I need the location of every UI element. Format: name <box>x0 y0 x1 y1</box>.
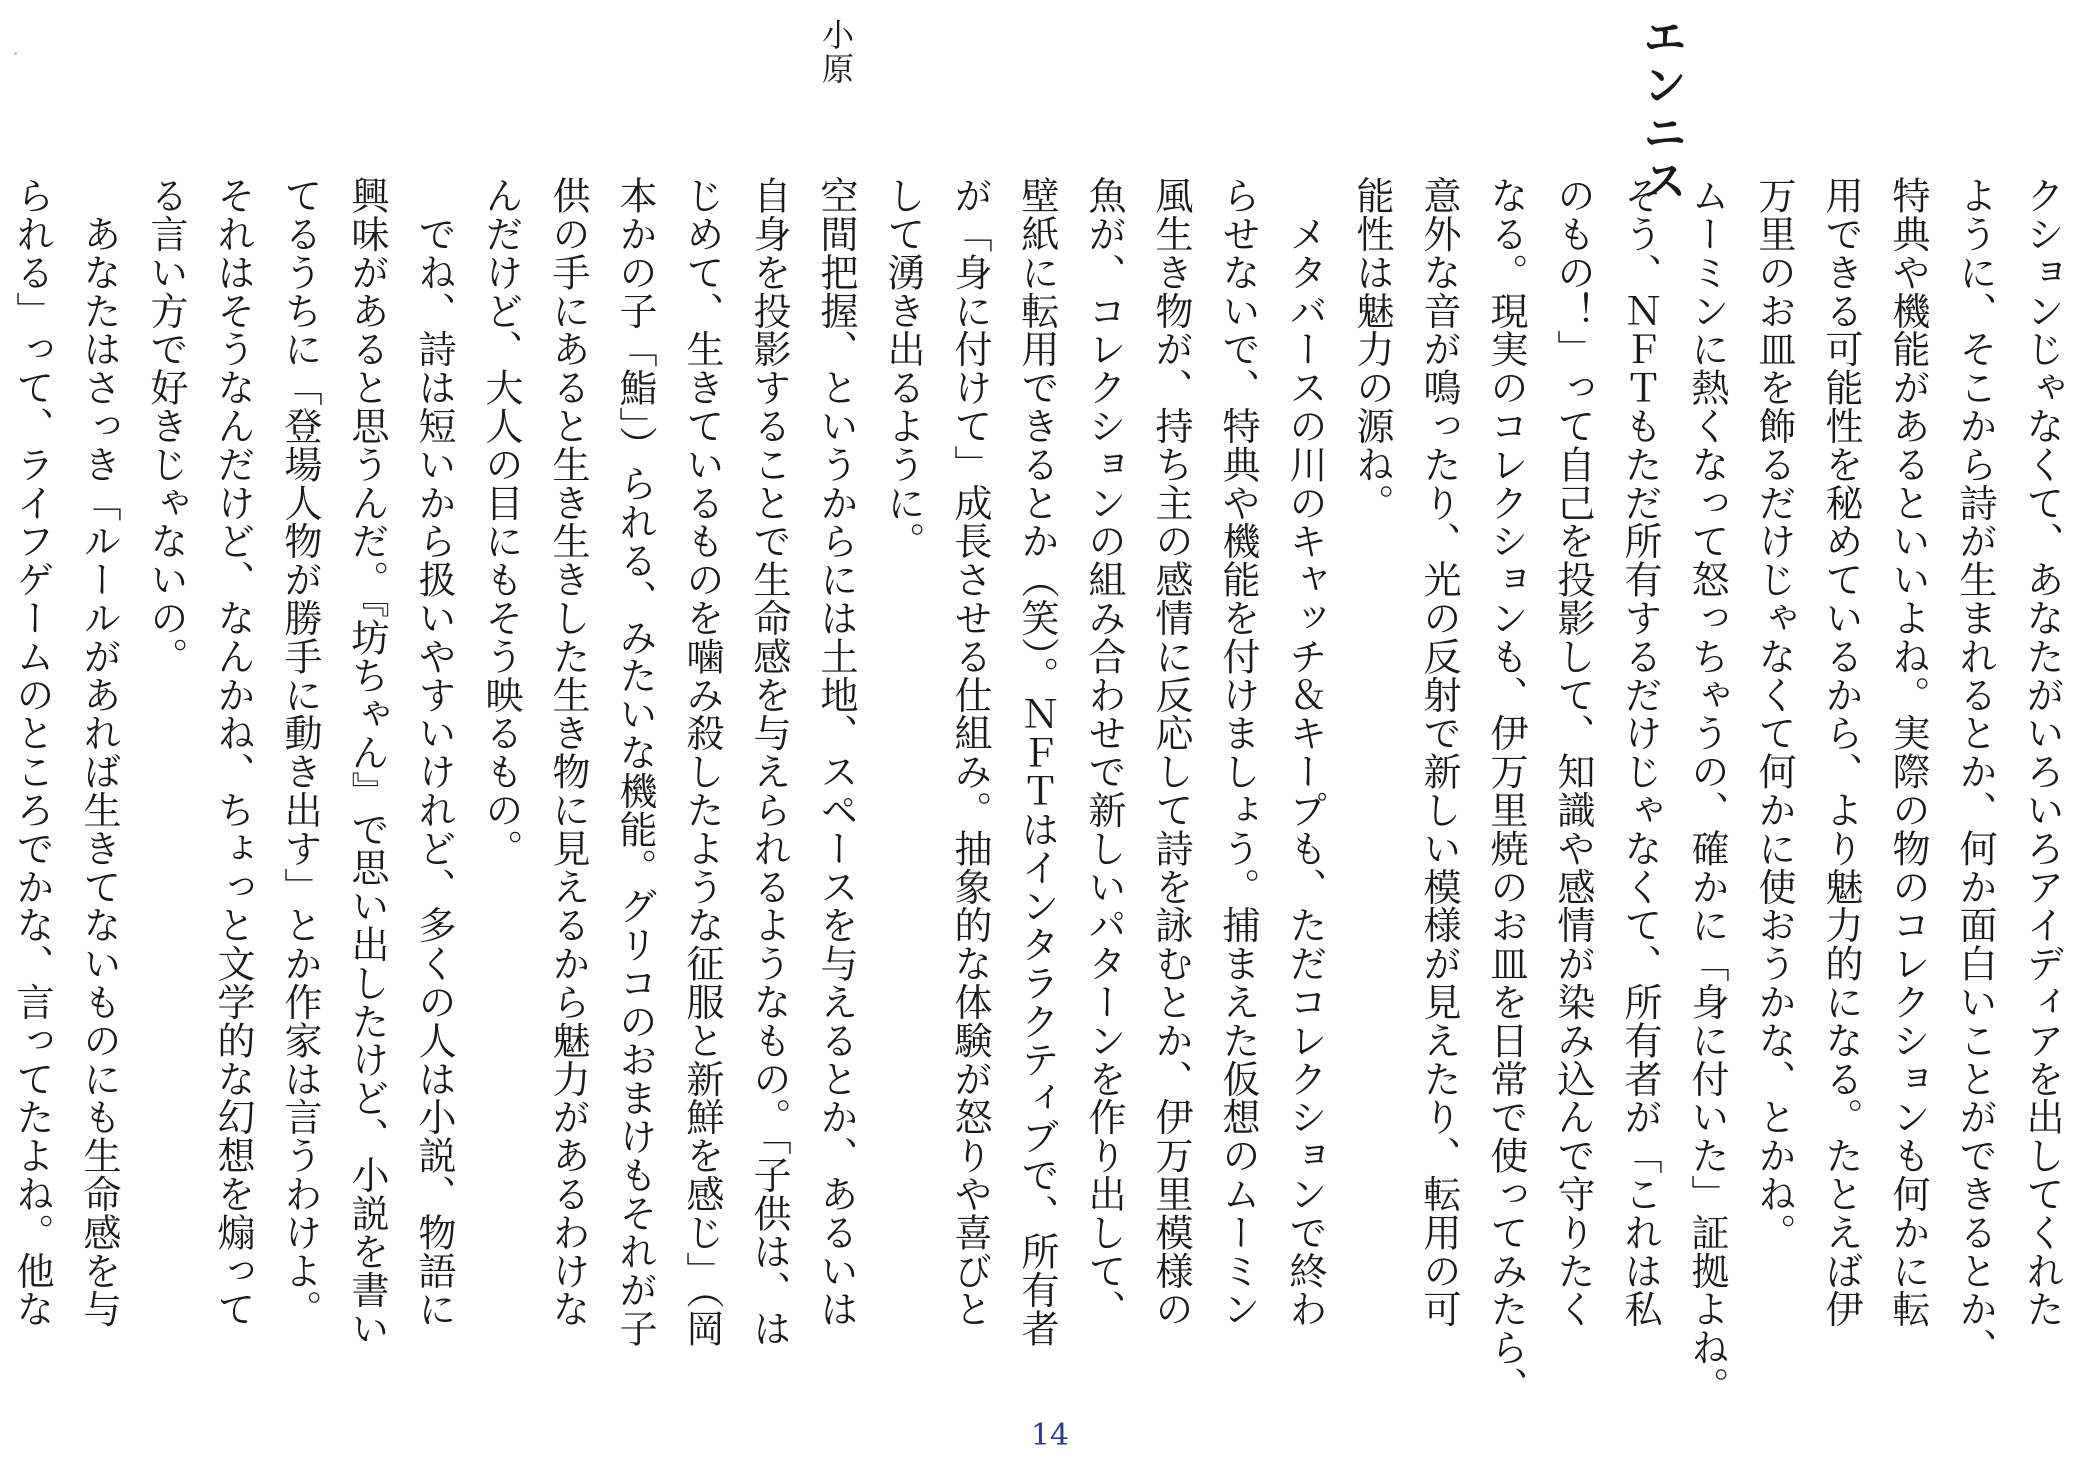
text-line: る言い方で好きじゃないの。 <box>143 176 187 676</box>
text-line: 万里のお皿を飾るだけじゃなくて何かに使おうかな、とかね。 <box>1751 176 1795 1252</box>
text-line: でね、詩は短いから扱いやすいけれど、多くの人は小説、物語に <box>411 176 455 1328</box>
text-line: 用できる可能性を秘めているから、より魅力的になる。たとえば伊 <box>1818 176 1862 1328</box>
text-line: られる」って、ライフゲームのところでかな、言ってたよね。他な <box>9 176 53 1328</box>
text-line: ムーミンに熱くなって怒っちゃうの、確かに「身に付いた」証拠よね。 <box>1684 176 1728 1405</box>
text-line: 本かの子「鮨」）られる、みたいな機能。グリコのおまけもそれが子 <box>612 176 656 1348</box>
text-line: して湧き出るように。 <box>880 176 924 560</box>
text-line: が「身に付けて」成長させる仕組み。抽象的な体験が怒りや喜びと <box>947 176 991 1328</box>
text-line: あなたはさっき「ルールがあれば生きてないものにも生命感を与 <box>76 176 120 1328</box>
text-line: 魚が、コレクションの組み合わせで新しいパターンを作り出して、 <box>1081 176 1125 1328</box>
text-line: そう、ＮＦＴもただ所有するだけじゃなくて、所有者が「これは私 <box>1617 176 1661 1328</box>
text-line: 意外な音が鳴ったり、光の反射で新しい模様が見えたり、転用の可 <box>1416 176 1460 1328</box>
text-line: 特典や機能があるといいよね。実際の物のコレクションも何かに転 <box>1885 176 1929 1328</box>
text-line: んだけど、大人の目にもそう映るもの。 <box>478 176 522 868</box>
speaker-name-enis: エンニス <box>1635 14 1686 206</box>
body-text <box>0 176 2074 1416</box>
speaker-name-ohara: 小原 <box>817 18 855 86</box>
text-line: てるうちに「登場人物が勝手に動き出す」とか作家は言うわけよ。 <box>277 176 321 1328</box>
text-line: それはそうなんだけど、なんかね、ちょっと文学的な幻想を煽って <box>210 176 254 1328</box>
text-line: クションじゃなくて、あなたがいろいろアイディアを出してくれた <box>2019 176 2063 1328</box>
text-line: 風生き物が、持ち主の感情に反応して詩を詠むとか、伊万里模様の <box>1148 176 1192 1328</box>
page-number: 14 <box>1030 1418 1070 1453</box>
text-line: 興味があると思うんだ。『坊ちゃん』で思い出したけど、小説を書い <box>344 176 388 1348</box>
scan-speck <box>14 52 17 55</box>
text-line: 壁紙に転用できるとか（笑）。ＮＦＴはインタラクティブで、所有者 <box>1014 176 1058 1348</box>
text-line: ように、そこから詩が生まれるとか、何か面白いことができるとか、 <box>1952 176 1996 1367</box>
text-line: なる。現実のコレクションも、伊万里焼のお皿を日常で使ってみたら、 <box>1483 176 1527 1405</box>
text-line: じめて、生きているものを噛み殺したような征服と新鮮を感じ」（岡 <box>679 176 723 1348</box>
text-line: メタバースの川のキャッチ＆キープも、ただコレクションで終わ <box>1282 176 1326 1328</box>
text-line: 自身を投影することで生命感を与えられるようなもの。「子供は、は <box>746 176 790 1348</box>
text-line: のもの！」って自己を投影して、知識や感情が染み込んで守りたく <box>1550 176 1594 1328</box>
text-line: らせないで、特典や機能を付けましょう。捕まえた仮想のムーミン <box>1215 176 1259 1328</box>
text-line: 能性は魅力の源ね。 <box>1349 176 1393 522</box>
text-line: 空間把握、というからには土地、スペースを与えるとか、あるいは <box>813 176 857 1328</box>
text-line: 供の手にあると生き生きした生き物に見えるから魅力があるわけな <box>545 176 589 1328</box>
